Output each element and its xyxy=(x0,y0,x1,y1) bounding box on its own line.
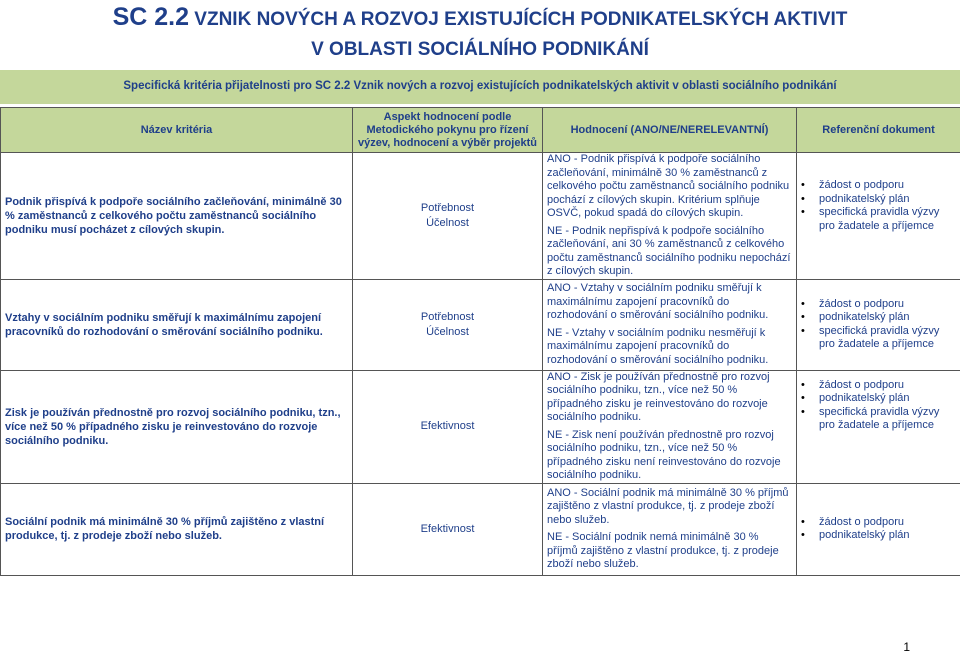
reference-cell xyxy=(797,483,960,575)
aspect-cell xyxy=(353,153,543,280)
reference-item: • žádost o podporu xyxy=(801,379,956,393)
evaluation-yes: ANO - Podnik přispívá k podpoře sociálního začleňování, minimálně 30 % zaměstnanců z celkového počtu zaměstnanců sociálního podniku pochází z cílových skupin. Kritérium splňuje OSVČ, pokud spadá do cílových skupin. xyxy=(547,153,790,219)
table-row xyxy=(1,370,960,483)
reference-list xyxy=(801,179,956,233)
reference-item: • specifická pravidla výzvy xyxy=(801,406,956,420)
header-aspect: Aspekt hodnocení podle Metodického pokynu pro řízení výzev, hodnocení a výběr projektů xyxy=(353,108,543,153)
reference-item: • podnikatelský plán xyxy=(801,193,956,207)
reference-list xyxy=(801,516,956,543)
reference-item: • specifická pravidla výzvy xyxy=(801,325,956,339)
page-number: 1 xyxy=(903,640,910,654)
aspect-need: Potřebnost xyxy=(420,201,475,214)
table-row xyxy=(1,153,960,280)
criterion-cell: Vztahy v sociálním podniku směřují k maximálnímu zapojení pracovníků do rozhodování o směrování sociálního podniku. xyxy=(1,279,353,370)
evaluation-yes: ANO - Zisk je používán přednostně pro rozvoj sociálního podniku, tzn., více než 50 % případného zisku je reinvestováno do rozvoje sociálního podniku. xyxy=(547,370,770,423)
aspect-purpose: Účelnost xyxy=(426,325,469,338)
reference-item: • žádost o podporu xyxy=(801,179,956,193)
reference-item: • žádost o podporu xyxy=(801,516,956,530)
evaluation-cell xyxy=(543,279,797,370)
title-line-2: V OBLASTI SOCIÁLNÍHO PODNIKÁNÍ xyxy=(311,39,649,60)
reference-item-continued: pro žadatele a příjemce xyxy=(819,338,934,350)
criterion-cell: Podnik přispívá k podpoře sociálního začleňování, minimálně 30 % zaměstnanců z celkového počtu zaměstnanců sociálního podniku musí pocházet z cílových skupin. xyxy=(1,153,353,280)
aspect-efficiency: Efektivnost xyxy=(420,522,475,535)
aspect-purpose: Účelnost xyxy=(426,216,469,229)
aspect-cell xyxy=(353,483,543,575)
document-title xyxy=(0,2,960,65)
criteria-table xyxy=(0,107,960,576)
header-evaluation: Hodnocení (ANO/NE/NERELEVANTNÍ) xyxy=(543,108,797,153)
table-header-row xyxy=(1,108,960,153)
reference-item: • specifická pravidla výzvy xyxy=(801,206,956,220)
reference-item: • žádost o podporu xyxy=(801,298,956,312)
table-row xyxy=(1,483,960,575)
subtitle: Specifická kritéria přijatelnosti pro SC 2.2 Vznik nových a rozvoj existujících podnikatelských aktivit v oblasti sociálního podnikání xyxy=(123,80,837,92)
reference-list xyxy=(801,379,956,433)
evaluation-yes: ANO - Vztahy v sociálním podniku směřují k maximálnímu zapojení pracovníků do rozhodování o směrování sociálního podniku. xyxy=(547,282,769,321)
reference-item-continued: pro žadatele a příjemce xyxy=(819,219,934,232)
evaluation-no: NE - Zisk není používán přednostně pro rozvoj sociálního podniku, tzn., více než 50 % případného zisku není reinvestováno do rozvoje sociálního podniku. xyxy=(547,428,781,481)
aspect-cell xyxy=(353,370,543,483)
evaluation-cell xyxy=(543,153,797,280)
evaluation-yes: ANO - Sociální podnik má minimálně 30 % příjmů zajištěno z vlastní produkce, tj. z prodeje zboží nebo služeb. xyxy=(547,486,789,526)
title-code: SC 2.2 xyxy=(112,3,190,31)
evaluation-no: NE - Podnik nepřispívá k podpoře sociálního začleňování, ani 30 % zaměstnanců z celkového počtu zaměstnanců sociálního podniku nepochází z cílových skupin. xyxy=(547,224,791,277)
reference-item: • podnikatelský plán xyxy=(801,529,956,543)
reference-cell xyxy=(797,153,960,280)
aspect-efficiency: Efektivnost xyxy=(420,420,475,432)
reference-item: • podnikatelský plán xyxy=(801,392,956,406)
aspect-cell xyxy=(353,279,543,370)
evaluation-cell xyxy=(543,370,797,483)
reference-list xyxy=(801,298,956,352)
aspect-need: Potřebnost xyxy=(420,310,475,323)
criterion-cell: Sociální podnik má minimálně 30 % příjmů zajištěno z vlastní produkce, tj. z prodeje zboží nebo služeb. xyxy=(1,483,353,575)
header-reference: Referenční dokument xyxy=(797,108,960,153)
evaluation-cell xyxy=(543,483,797,575)
reference-cell xyxy=(797,370,960,483)
table-row xyxy=(1,279,960,370)
evaluation-no: NE - Vztahy v sociálním podniku nesměřují k maximálnímu zapojení pracovníků do rozhodování o směrování sociálního podniku. xyxy=(547,326,769,366)
criterion-cell: Zisk je používán přednostně pro rozvoj sociálního podniku, tzn., více než 50 % případného zisku je reinvestováno do rozvoje sociálního podniku. xyxy=(1,370,353,483)
header-criterion: Název kritéria xyxy=(1,108,353,153)
reference-item: • podnikatelský plán xyxy=(801,311,956,325)
title-line-1: VZNIK NOVÝCH A ROZVOJ EXISTUJÍCÍCH PODNIKATELSKÝCH AKTIVIT xyxy=(189,9,848,30)
evaluation-no: NE - Sociální podnik nemá minimálně 30 % příjmů zajištěno z vlastní produkce, tj. z prodeje zboží nebo služeb. xyxy=(547,531,779,570)
reference-item-continued: pro žadatele a příjemce xyxy=(819,419,934,431)
reference-cell xyxy=(797,279,960,370)
